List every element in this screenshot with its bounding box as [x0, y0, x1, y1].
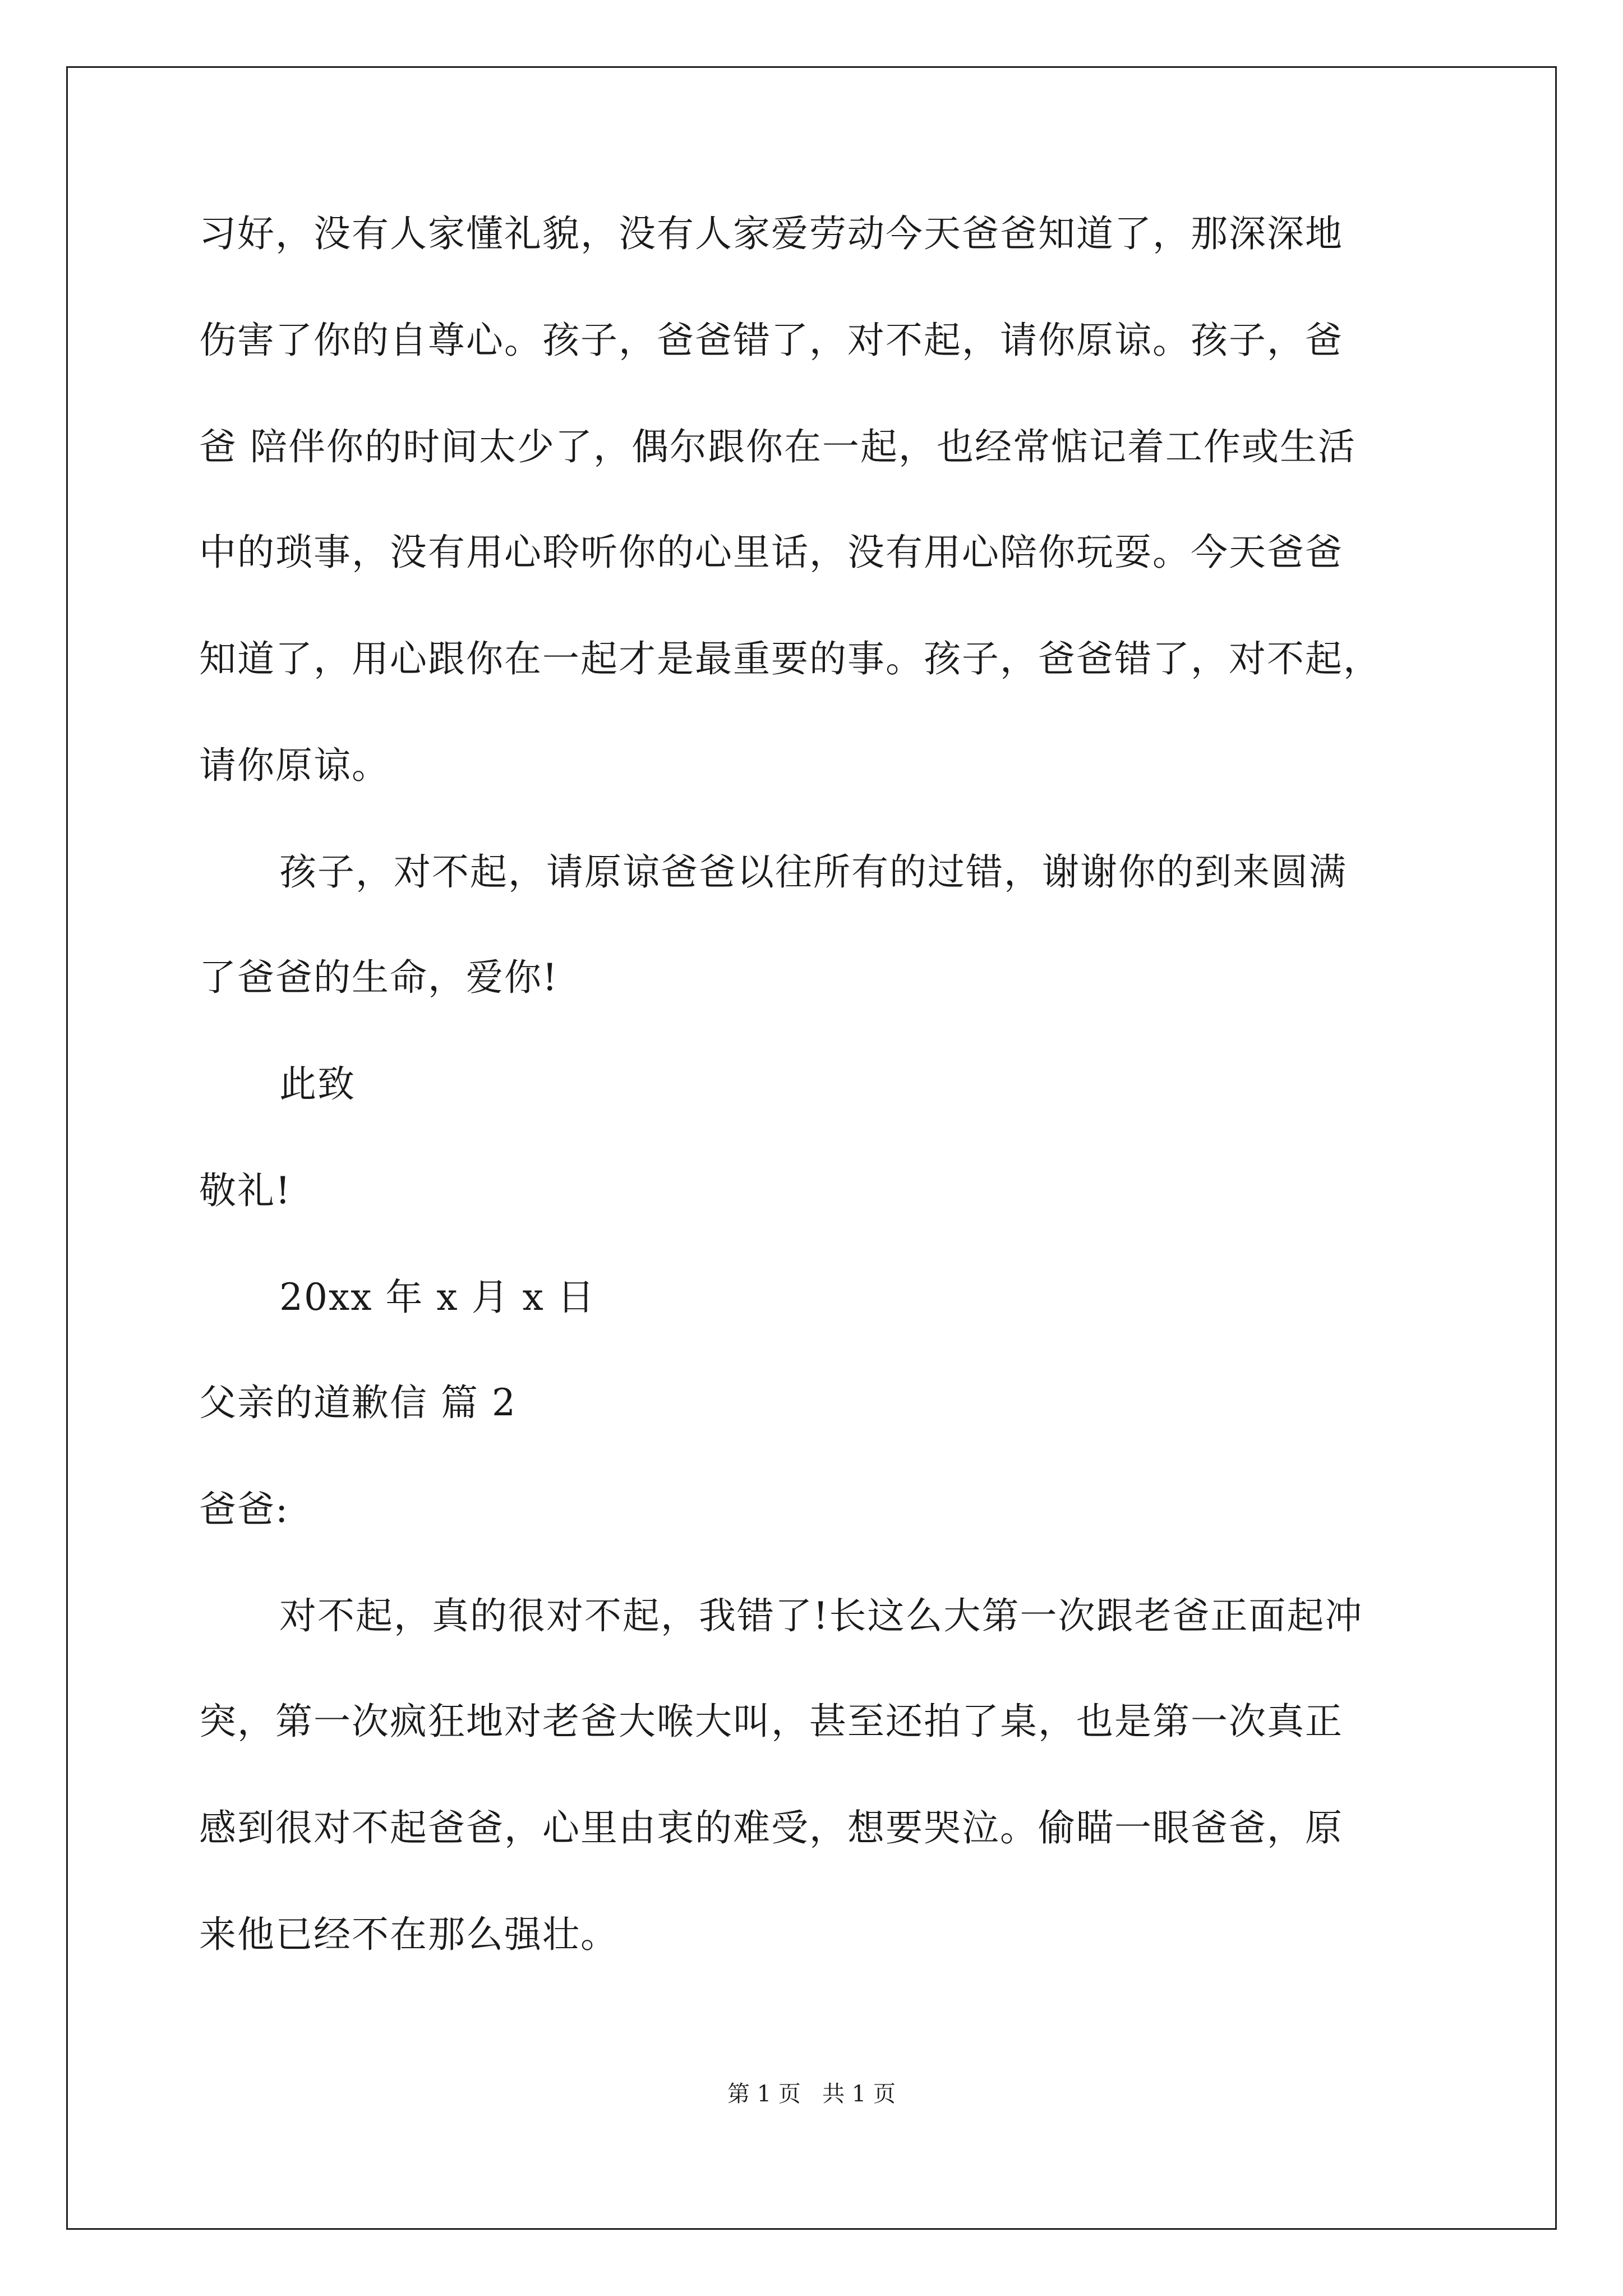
closing-salutation: 此致: [279, 1062, 356, 1106]
text-line: 请你原谅。: [199, 744, 390, 787]
section-heading: 父亲的道歉信 篇 2: [199, 1381, 517, 1424]
text-line: 伤害了你的自尊心。孩子，爸爸错了，对不起，请你原谅。孩子，爸: [199, 319, 1343, 362]
text-line: 了爸爸的生命，爱你!: [199, 956, 559, 999]
text-line: 中的琐事，没有用心聆听你的心里话，没有用心陪你玩耍。今天爸爸: [199, 531, 1343, 574]
text-line: 知道了，用心跟你在一起才是最重要的事。孩子，爸爸错了，对不起，: [199, 637, 1381, 680]
page-footer: 第 1 页 共 1 页: [727, 2081, 896, 2107]
text-line: 孩子，对不起，请原谅爸爸以往所有的过错，谢谢你的到来圆满: [279, 850, 1347, 894]
text-line: 来他已经不在那么强壮。: [199, 1913, 619, 1956]
text-line: 突，第一次疯狂地对老爸大喉大叫，甚至还拍了桌，也是第一次真正: [199, 1700, 1343, 1743]
text-line: 对不起，真的很对不起，我错了!长这么大第一次跟老爸正面起冲: [279, 1594, 1363, 1637]
letter-greeting: 爸爸:: [199, 1488, 289, 1531]
date-line: 20xx 年 x 月 x 日: [279, 1276, 596, 1319]
text-line: 爸 陪伴你的时间太少了，偶尔跟你在一起，也经常惦记着工作或生活: [199, 425, 1356, 468]
closing-regards: 敬礼!: [199, 1169, 292, 1212]
text-line: 感到很对不起爸爸，心里由衷的难受，想要哭泣。偷瞄一眼爸爸，原: [199, 1806, 1343, 1849]
text-line: 习好，没有人家懂礼貌，没有人家爱劳动今天爸爸知道了，那深深地: [199, 212, 1343, 255]
page-border: [66, 66, 1557, 2230]
